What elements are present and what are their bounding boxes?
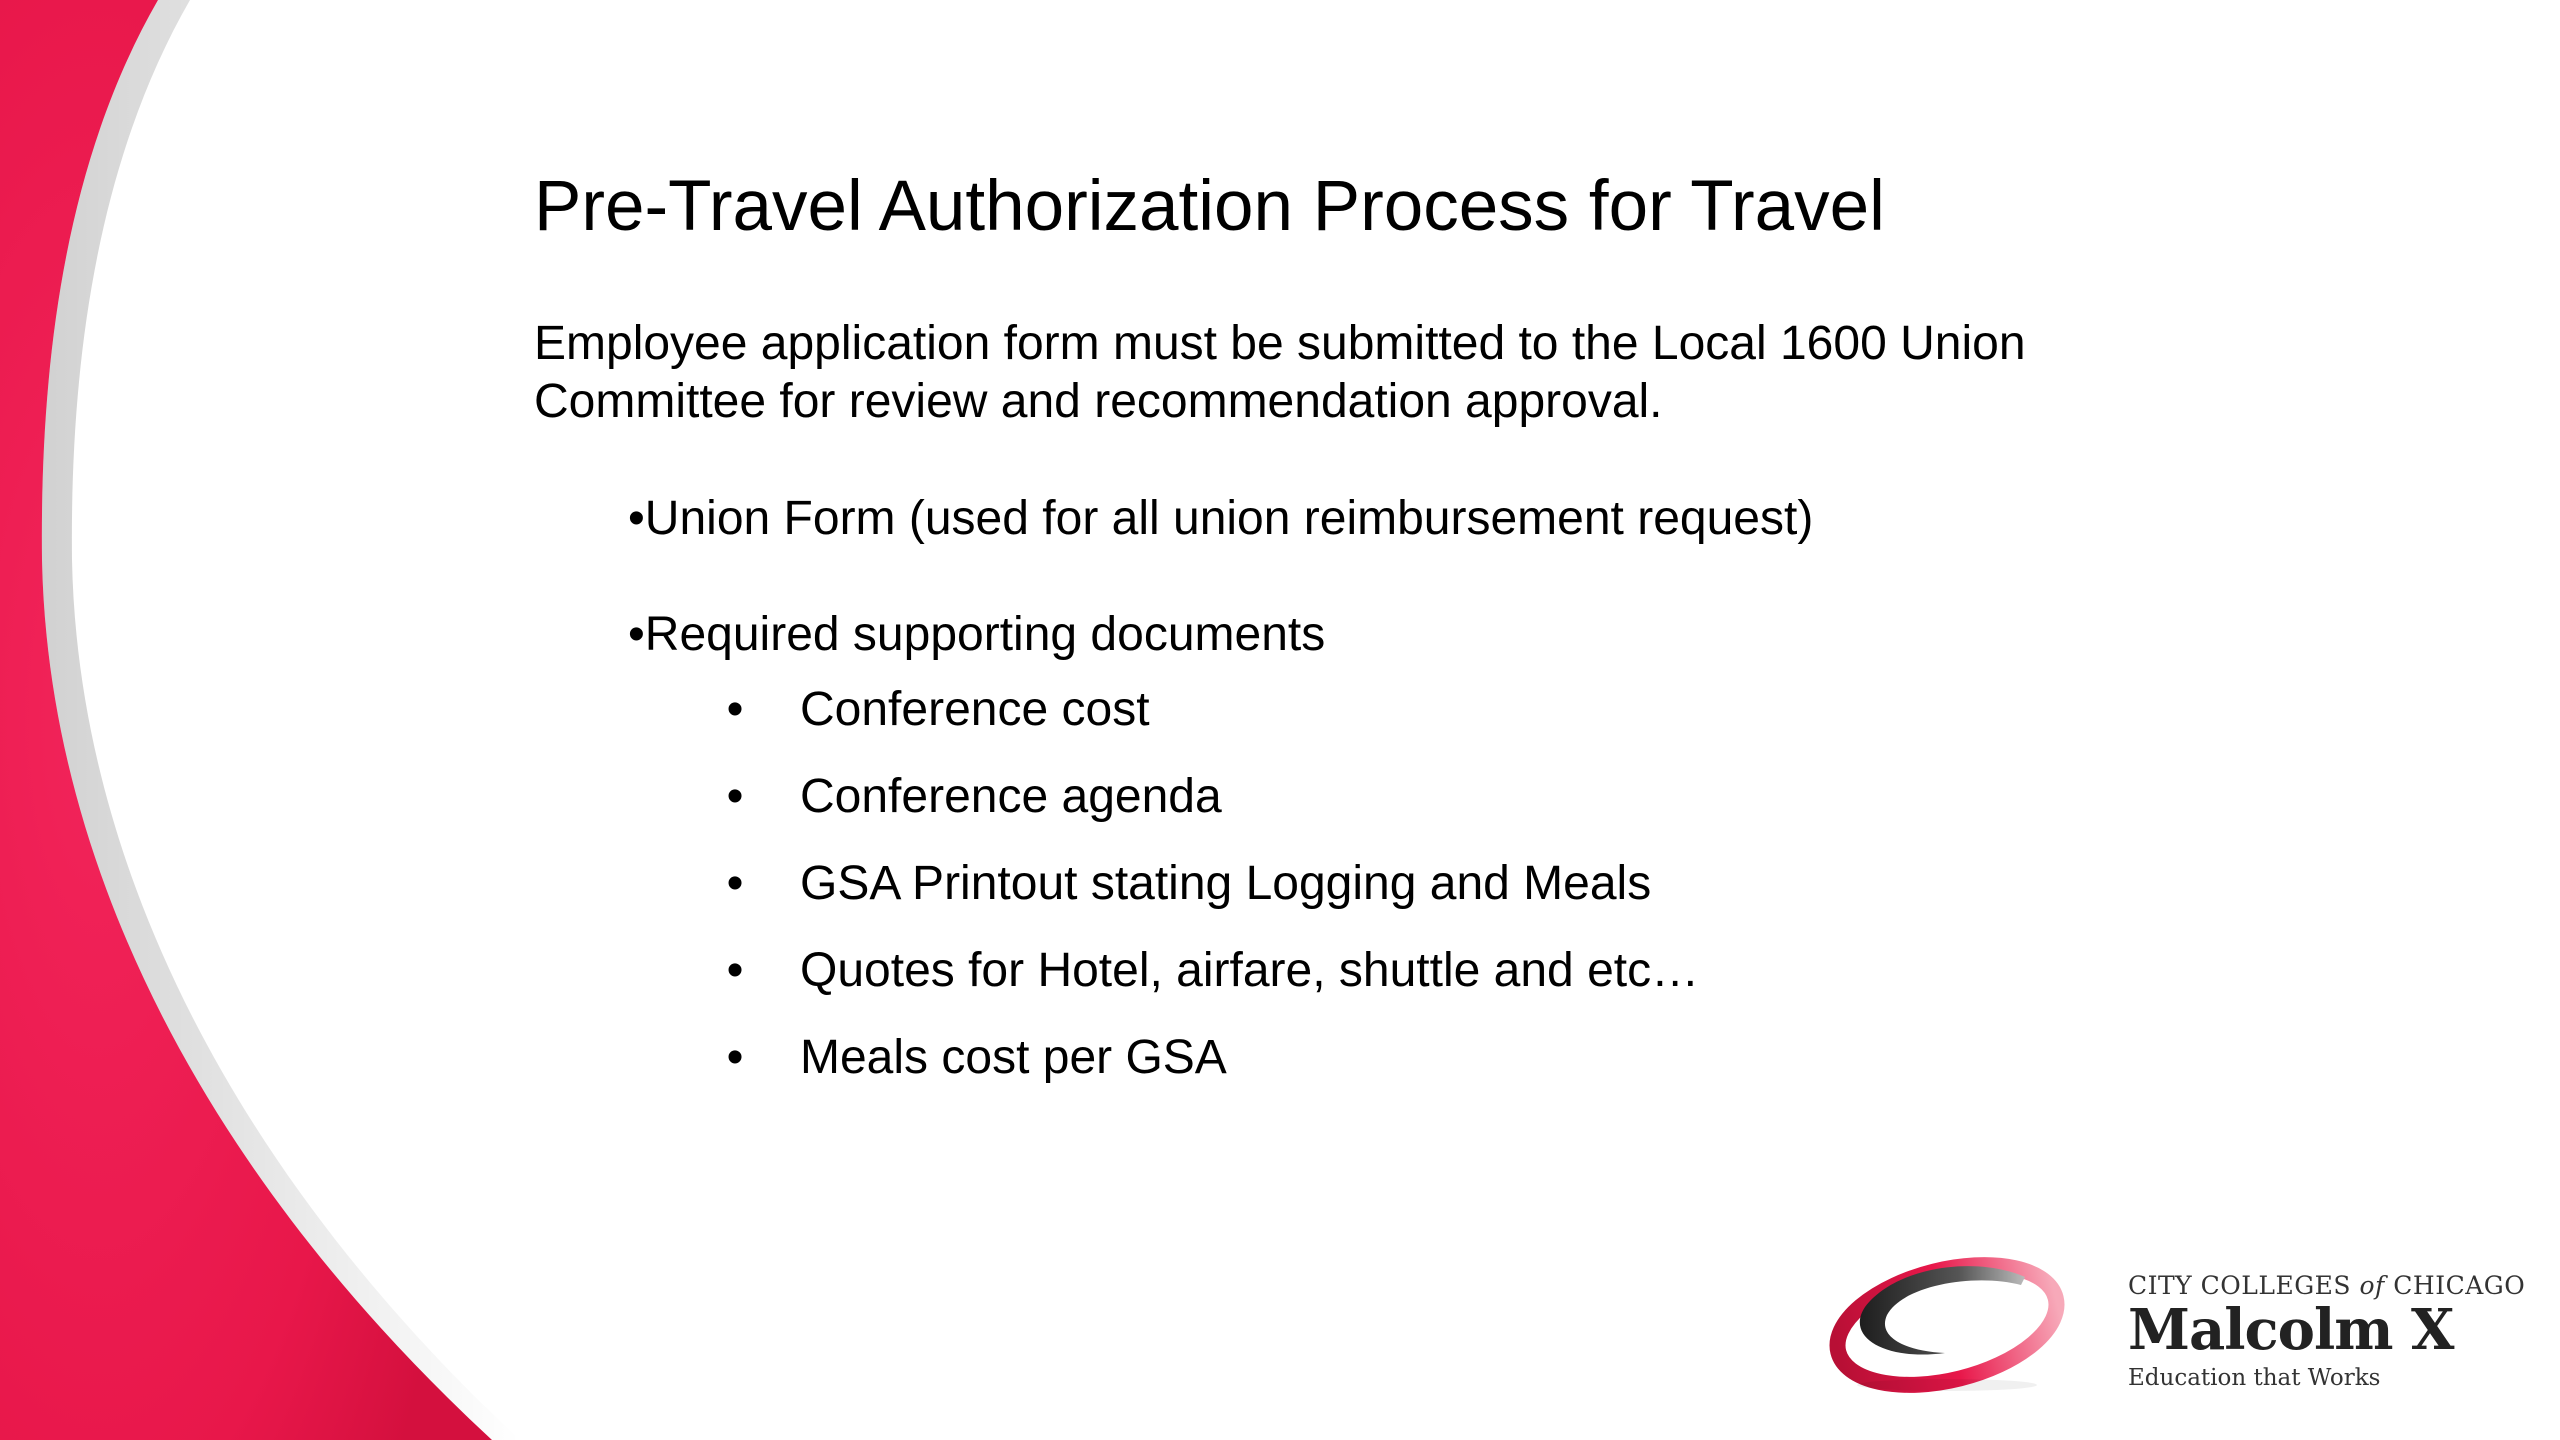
logo-tagline: Education that Works: [2128, 1365, 2381, 1391]
logo-college-name: Malcolm X: [2128, 1297, 2454, 1363]
slide-title: Pre-Travel Authorization Process for Travel: [534, 167, 1885, 246]
swoosh-ring-icon: [1825, 1245, 2075, 1395]
list-item-text: GSA Printout stating Logging and Meals: [800, 857, 1652, 910]
intro-line-1: Employee application form must be submitted to the Local 1600 Union: [534, 317, 2026, 370]
bullet-dot-icon: •: [726, 944, 744, 997]
list-item-text: Meals cost per GSA: [800, 1031, 1227, 1084]
bullet-union-form: •Union Form (used for all union reimbursement request): [628, 492, 1814, 545]
list-item-text: Quotes for Hotel, airfare, shuttle and etc…: [800, 944, 1700, 997]
list-item-text: Conference agenda: [800, 770, 1222, 823]
college-logo: [1825, 1245, 2545, 1415]
list-item-text: Conference cost: [800, 683, 1150, 736]
bullet-dot-icon: •: [726, 770, 744, 823]
intro-line-2: Committee for review and recommendation approval.: [534, 375, 1663, 428]
logo-line-1: CITY COLLEGES of CHICAGO: [2128, 1271, 2526, 1300]
intro-paragraph: [534, 315, 2134, 431]
bullet-dot-icon: •: [726, 1031, 744, 1084]
bullet-dot-icon: •: [726, 857, 744, 910]
bullet-dot-icon: •: [726, 683, 744, 736]
bullet-required-documents: •Required supporting documents: [628, 608, 1326, 661]
